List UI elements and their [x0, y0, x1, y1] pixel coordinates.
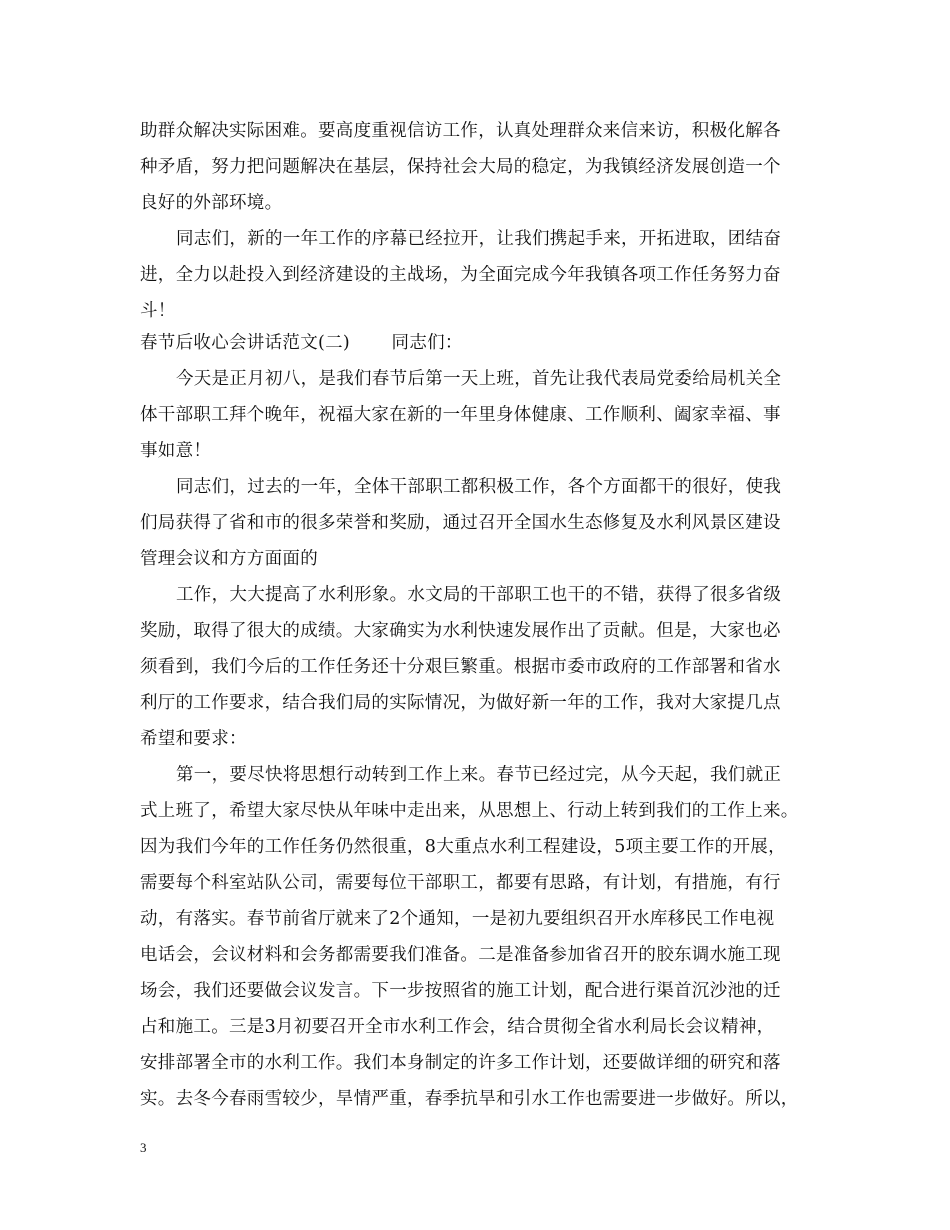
paragraph-start-line: 第一，要尽快将思想行动转到工作上来。春节已经过完，从今天起，我们就正 [176, 765, 782, 785]
text-line: 进，全力以赴投入到经济建设的主战场，为全面完成今年我镇各项工作任务努力奋 [140, 265, 781, 285]
paragraph-start-line: 今天是正月初八，是我们春节后第一天上班，首先让我代表局党委给局机关全 [176, 369, 782, 389]
page-number: 3 [140, 1140, 147, 1155]
text-line: 管理会议和方方面面的 [140, 549, 318, 569]
text-line: 种矛盾，努力把问题解决在基层，保持社会大局的稳定，为我镇经济发展创造一个 [140, 157, 781, 177]
text-line: 体干部职工拜个晚年，祝福大家在新的一年里身体健康、工作顺利、阖家幸福、事 [140, 405, 781, 425]
text-line: 良好的外部环境。 [140, 193, 283, 213]
text-line: 占和施工。三是3月初要召开全市水利工作会，结合贯彻全省水利局长会议精神， [140, 1017, 775, 1037]
paragraph-start-line: 同志们，新的一年工作的序幕已经拉开，让我们携起手来，开拓进取，团结奋 [176, 229, 782, 249]
paragraph-start-line: 同志们，过去的一年，全体干部职工都积极工作，各个方面都干的很好，使我 [176, 477, 782, 497]
text-line: 们局获得了省和市的很多荣誉和奖励，通过召开全国水生态修复及水利风景区建设 [140, 513, 781, 533]
text-line: 电话会，会议材料和会务都需要我们准备。二是准备参加省召开的胶东调水施工现 [140, 945, 781, 965]
text-line: 需要每个科室站队公司，需要每位干部职工，都要有思路，有计划，有措施，有行 [140, 873, 781, 893]
text-line: 式上班了，希望大家尽快从年味中走出来，从思想上、行动上转到我们的工作上来。 [140, 801, 799, 821]
text-line: 实。去冬今春雨雪较少，旱情严重，春季抗旱和引水工作也需要进一步做好。所以， [140, 1089, 799, 1109]
text-line: 动，有落实。春节前省厅就来了2个通知，一是初九要组织召开水库移民工作电视 [140, 909, 775, 929]
text-line: 因为我们今年的工作任务仍然很重，8大重点水利工程建设，5项主要工作的开展， [140, 837, 786, 857]
section-heading: 春节后收心会讲话范文(二) 同志们： [140, 333, 463, 353]
text-line: 斗！ [140, 301, 176, 321]
text-line: 希望和要求： [140, 729, 247, 749]
text-line: 奖励，取得了很大的成绩。大家确实为水利快速发展作出了贡献。但是，大家也必 [140, 621, 781, 641]
paragraph-start-line: 工作，大大提高了水利形象。水文局的干部职工也干的不错，获得了很多省级 [176, 585, 782, 605]
text-line: 须看到，我们今后的工作任务还十分艰巨繁重。根据市委市政府的工作部署和省水 [140, 657, 781, 677]
text-line: 利厅的工作要求，结合我们局的实际情况，为做好新一年的工作，我对大家提几点 [140, 693, 781, 713]
text-line: 场会，我们还要做会议发言。下一步按照省的施工计划，配合进行渠首沉沙池的迁 [140, 981, 781, 1001]
text-line: 安排部署全市的水利工作。我们本身制定的许多工作计划，还要做详细的研究和落 [140, 1053, 781, 1073]
text-line: 事如意！ [140, 441, 212, 461]
text-line: 助群众解决实际困难。要高度重视信访工作，认真处理群众来信来访，积极化解各 [140, 121, 781, 141]
